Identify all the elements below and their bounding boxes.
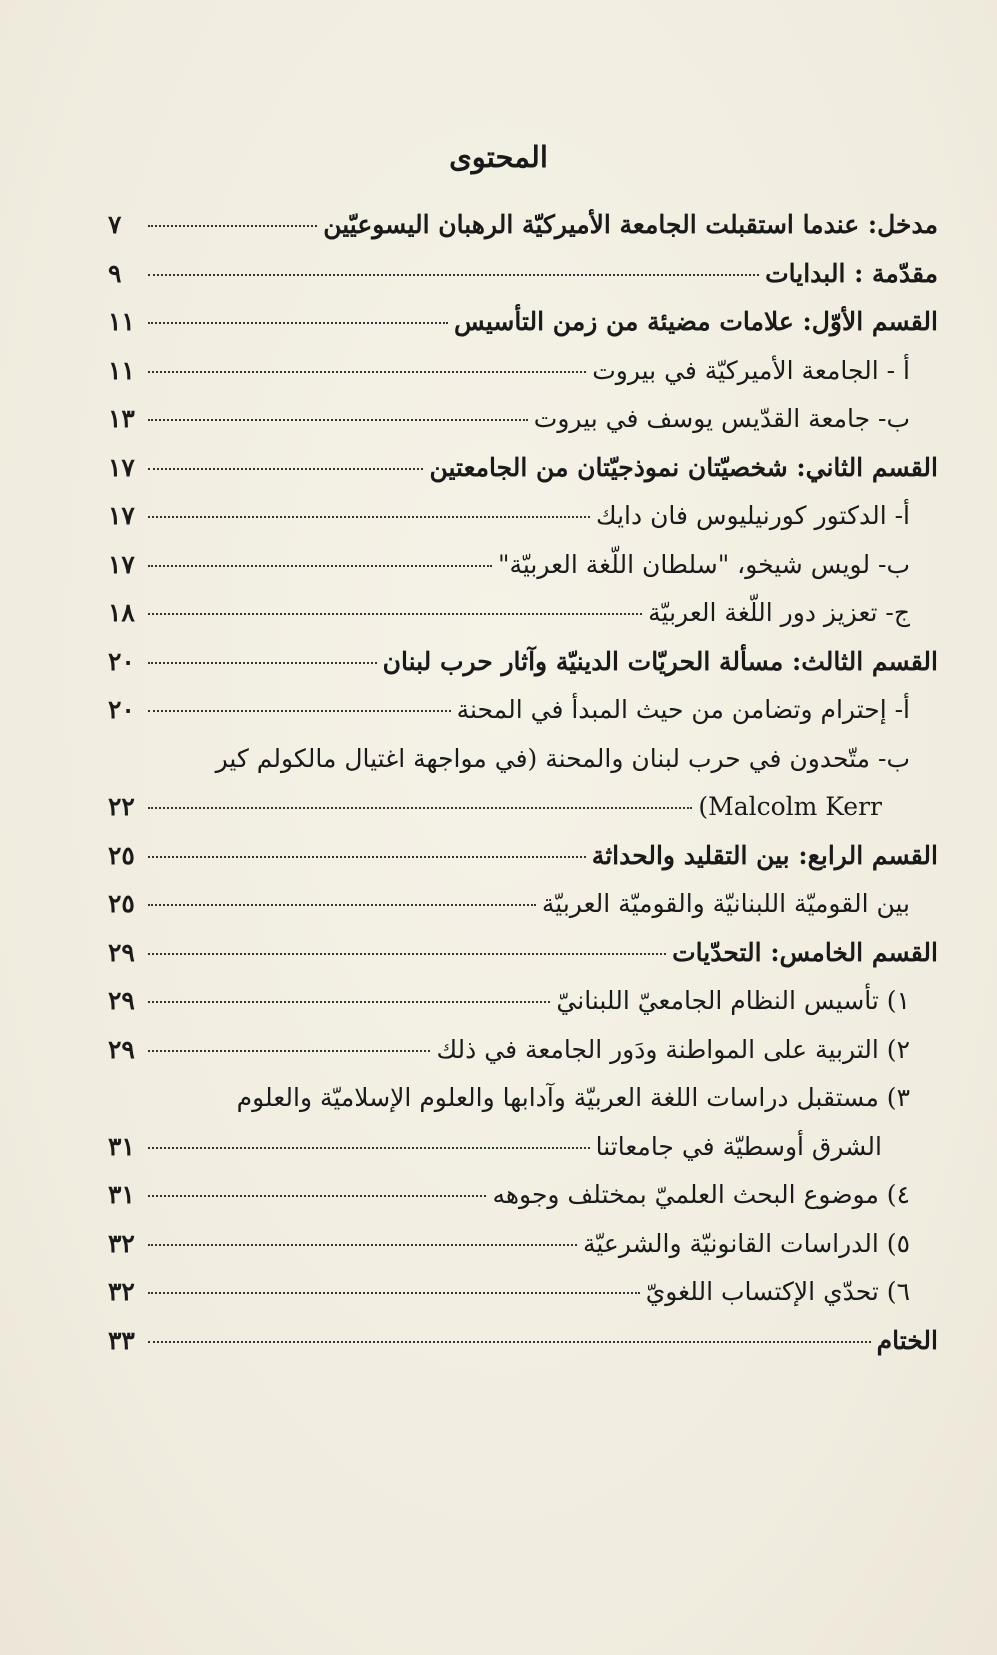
toc-entry-page: ٢٥: [108, 840, 135, 870]
toc-entry-page: ١١: [108, 307, 135, 336]
toc-entry-page: ٧: [108, 210, 122, 239]
dot-leader: [148, 1147, 590, 1149]
toc-entry-text: بين القوميّة اللبنانيّة والقوميّة العربيّة: [541, 889, 910, 918]
toc-entry-text: ٢) التربية على المواطنة ودَور الجامعة في ذلك: [436, 1034, 910, 1064]
dot-leader: [148, 274, 759, 276]
toc-entry-page: ١٧: [108, 501, 135, 530]
toc-entry-text: ٥) الدراسات القانونيّة والشرعيّة: [582, 1228, 910, 1258]
toc-entry-text: الشرق أوسطيّة في جامعاتنا: [595, 1131, 882, 1161]
toc-entry-continuation: [108, 792, 938, 841]
toc-entry-continuation: [108, 1132, 938, 1181]
toc-entry-page: ١٧: [108, 549, 135, 579]
toc-entry: [108, 1180, 938, 1229]
toc-entry: [108, 550, 938, 599]
dot-leader: [148, 371, 586, 373]
toc-entry-page: ٢٩: [108, 937, 135, 967]
dot-leader: [148, 710, 451, 712]
toc-entry-page: ٢٠: [108, 695, 135, 724]
toc-entry-page: ٣١: [108, 1180, 135, 1209]
dot-leader: [148, 904, 536, 906]
toc-entry-page: ٣٢: [108, 1228, 135, 1258]
toc-entry: [108, 259, 938, 308]
dot-leader: [148, 807, 692, 809]
toc-entry: [108, 986, 938, 1035]
dot-leader: [148, 322, 448, 324]
dot-leader: [148, 419, 528, 421]
toc-entry-page: ٣٣: [108, 1325, 135, 1355]
toc-entry: [108, 889, 938, 938]
toc-entry-text: (Malcolm Kerr: [698, 792, 882, 821]
dot-leader: [148, 1292, 640, 1294]
table-of-contents: [108, 210, 938, 1374]
toc-entry: [108, 1083, 938, 1132]
toc-entry-text: القسم الثاني: شخصيّتان نموذجيّتان من الجامعتين: [429, 452, 938, 482]
dot-leader: [148, 565, 492, 567]
toc-entry-page: ٣١: [108, 1131, 135, 1161]
dot-leader: [148, 613, 642, 615]
toc-entry: [108, 647, 938, 696]
toc-entry-page: ١١: [108, 355, 135, 385]
toc-entry: [108, 210, 938, 259]
dot-leader: [148, 1341, 871, 1343]
toc-entry-text: ٤) موضوع البحث العلميّ بمختلف وجوهه: [492, 1180, 910, 1209]
toc-entry-text: القسم الرابع: بين التقليد والحداثة: [591, 840, 938, 870]
toc-entry-page: ٢٥: [108, 889, 135, 918]
toc-entry-page: ٢٢: [108, 792, 135, 821]
toc-entry-text: مدخل: عندما استقبلت الجامعة الأميركيّة الرهبان اليسوعيّين: [323, 210, 938, 239]
dot-leader: [148, 1195, 486, 1197]
toc-entry-text: ١) تأسيس النظام الجامعيّ اللبنانيّ: [556, 986, 910, 1015]
dot-leader: [148, 1244, 577, 1246]
toc-entry: [108, 744, 938, 793]
toc-entry-text: القسم الأوّل: علامات مضيئة من زمن التأسيس: [454, 307, 938, 336]
toc-entry-page: ٢٩: [108, 986, 135, 1015]
toc-entry-page: ٩: [108, 258, 122, 288]
toc-entry: [108, 1035, 938, 1084]
toc-entry-text: أ- الدكتور كورنيليوس فان دايك: [596, 501, 910, 530]
toc-entry-text: أ- إحترام وتضامن من حيث المبدأ في المحنة: [456, 695, 910, 724]
toc-entry: [108, 841, 938, 890]
toc-entry-text: أ - الجامعة الأميركيّة في بيروت: [592, 355, 910, 385]
dot-leader: [148, 856, 586, 858]
toc-entry-text: ٣) مستقبل دراسات اللغة العربيّة وآدابها والعلوم الإسلاميّة والعلوم: [236, 1083, 910, 1112]
dot-leader: [148, 225, 317, 227]
dot-leader: [148, 516, 590, 518]
toc-entry-text: ب- جامعة القدّيس يوسف في بيروت: [533, 404, 910, 433]
toc-entry-page: ٢٩: [108, 1034, 135, 1064]
toc-entry: [108, 356, 938, 405]
toc-entry-text: ج- تعزيز دور اللّغة العربيّة: [648, 598, 910, 627]
dot-leader: [148, 468, 423, 470]
toc-entry-page: ١٣: [108, 404, 135, 433]
dot-leader: [148, 662, 377, 664]
toc-entry: [108, 1277, 938, 1326]
toc-entry-page: ١٨: [108, 598, 135, 627]
toc-entry-text: ب- متّحدون في حرب لبنان والمحنة (في مواجهة اغتيال مالكولم كير: [215, 743, 910, 773]
toc-entry-page: ٣٢: [108, 1277, 135, 1306]
toc-entry-page: ٢٠: [108, 646, 135, 676]
toc-entry: [108, 695, 938, 744]
toc-entry-text: ٦) تحدّي الإكتساب اللغويّ: [645, 1277, 910, 1306]
toc-entry-page: ١٧: [108, 452, 135, 482]
toc-entry: [108, 501, 938, 550]
page-title: المحتوى: [449, 140, 548, 174]
toc-entry-text: مقدّمة : البدايات: [765, 258, 938, 288]
toc-entry: [108, 453, 938, 502]
toc-entry-text: الختام: [876, 1325, 938, 1355]
toc-entry: [108, 307, 938, 356]
toc-entry: [108, 938, 938, 987]
toc-entry: [108, 598, 938, 647]
toc-entry-text: القسم الخامس: التحدّيات: [672, 937, 938, 967]
dot-leader: [148, 1050, 430, 1052]
toc-entry: [108, 1229, 938, 1278]
toc-entry-text: ب- لويس شيخو، "سلطان اللّغة العربيّة": [497, 549, 910, 579]
dot-leader: [148, 1001, 550, 1003]
toc-entry: [108, 404, 938, 453]
dot-leader: [148, 953, 666, 955]
toc-entry-text: القسم الثالث: مسألة الحريّات الدينيّة وآثار حرب لبنان: [382, 646, 938, 676]
toc-entry: [108, 1326, 938, 1375]
